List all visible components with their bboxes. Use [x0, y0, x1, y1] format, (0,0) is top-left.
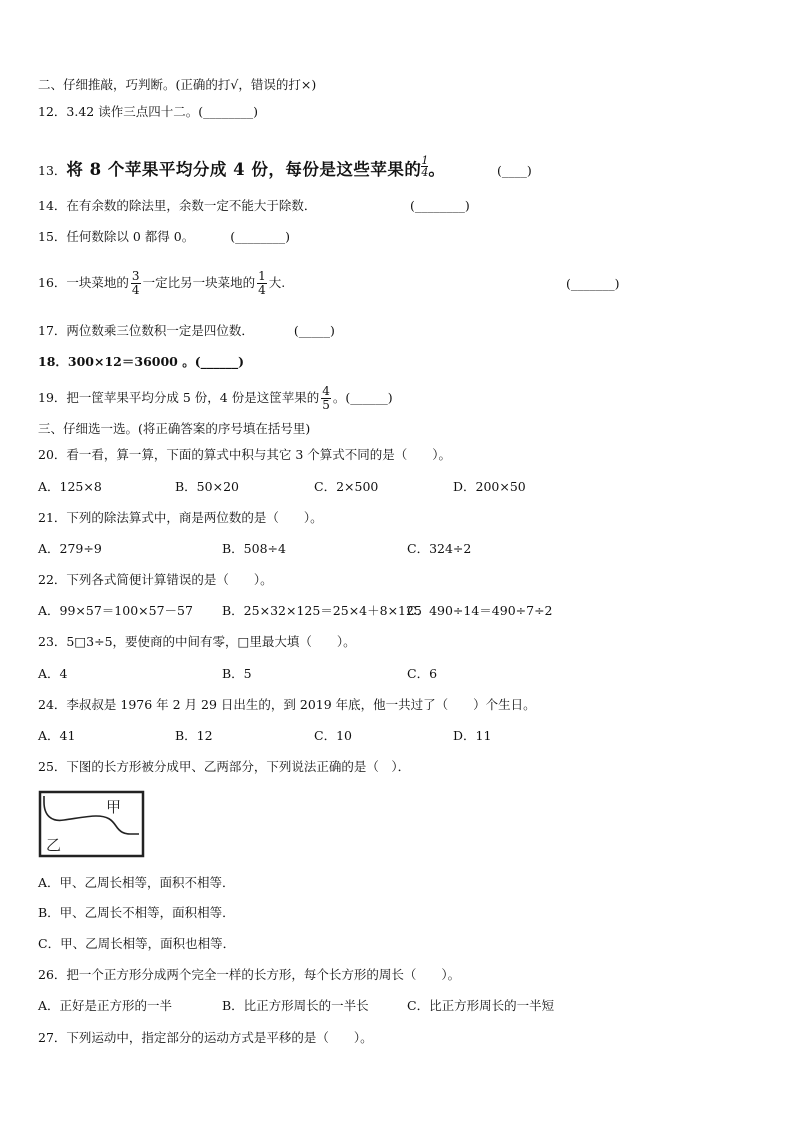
q26-option-c-text: C．比正方形周长的一半短: [407, 998, 555, 1013]
q25-option-c-text: C．甲、乙周长相等，面积也相等．: [38, 936, 236, 951]
q16-text-1: 一块菜地的: [66, 275, 129, 290]
q19-number: 19．: [38, 390, 67, 405]
q25-text: 下图的长方形被分成甲、乙两部分，下列说法正确的是（ ）．: [66, 759, 411, 774]
q22-option-b[interactable]: [222, 603, 422, 619]
question-22: [38, 572, 273, 588]
q24-option-a[interactable]: [38, 728, 75, 744]
q12-text: 3.42 读作三点四十二。: [66, 104, 199, 119]
q24-text: 李叔叔是 1976 年 2 月 29 日出生的，到 2019 年底，他一共过了（ ）个生日。: [66, 697, 536, 712]
question-25: [38, 759, 410, 775]
q24-option-d[interactable]: [453, 728, 491, 744]
q20-option-d[interactable]: [453, 479, 526, 495]
q20-option-b[interactable]: [175, 479, 239, 495]
q26-option-a-text: A．正好是正方形的一半: [38, 998, 173, 1013]
q26-option-a[interactable]: [38, 998, 172, 1014]
q23-text: 5□3÷5，要使商的中间有零，□里最大填（ ）。: [66, 634, 356, 649]
q12-answer-blank[interactable]: (________): [198, 104, 258, 119]
q16-fraction-1-numerator: 3: [131, 269, 140, 283]
q13-end: 。: [428, 160, 446, 179]
q23-number: 23．: [38, 634, 67, 649]
q23-option-a-text: A．4: [38, 666, 68, 681]
q21-option-b-text: B．508÷4: [222, 541, 286, 556]
q17-number: 17．: [38, 323, 67, 338]
q23-option-b-text: B．5: [222, 666, 252, 681]
section-two-text: 二、仔细推敲，巧判断。(正确的打√，错误的打×): [38, 77, 317, 92]
q24-option-d-text: D．11: [453, 728, 492, 743]
question-27: [38, 1030, 373, 1046]
q22-number: 22．: [38, 572, 67, 587]
question-12: [38, 104, 258, 120]
q26-option-b[interactable]: [222, 998, 369, 1014]
question-16: [38, 266, 285, 300]
q22-option-c-text: C．490÷14＝490÷7÷2: [407, 603, 553, 618]
q13-text: 将 8 个苹果平均分成 4 份，每份是这些苹果的: [66, 160, 422, 179]
question-17: [38, 323, 335, 339]
q16-fraction-2: [257, 270, 267, 297]
q25-number: 25．: [38, 759, 67, 774]
q20-option-b-text: B．50×20: [175, 479, 239, 494]
q18-answer-blank[interactable]: (______): [194, 354, 245, 369]
section-three-heading: [38, 421, 310, 437]
q13-fraction-denominator: 4: [421, 165, 429, 179]
question-20: [38, 447, 451, 463]
q22-text: 下列各式简便计算错误的是（ ）。: [66, 572, 273, 587]
question-14: [38, 198, 316, 214]
q14-number: 14．: [38, 198, 67, 213]
q23-option-c-text: C．6: [407, 666, 438, 681]
q25-option-a[interactable]: [38, 875, 235, 891]
q25-option-b-text: B．甲、乙周长不相等，面积相等．: [38, 905, 235, 920]
q19-fraction: [321, 385, 331, 412]
q22-option-c[interactable]: [407, 603, 553, 619]
q17-text: 两位数乘三位数积一定是四位数．: [66, 323, 254, 338]
q12-number: 12．: [38, 104, 67, 119]
question-19: [38, 381, 393, 415]
q24-number: 24．: [38, 697, 67, 712]
question-24: [38, 697, 536, 713]
q21-option-c[interactable]: [407, 541, 471, 557]
q21-number: 21．: [38, 510, 67, 525]
q15-answer-blank[interactable]: (________): [230, 229, 290, 244]
q21-option-a-text: A．279÷9: [38, 541, 102, 556]
q14-answer-blank[interactable]: [410, 198, 470, 214]
q25-rectangle-figure: [38, 790, 146, 860]
section-three-text: 三、仔细选一选。(将正确答案的序号填在括号里): [38, 421, 311, 436]
q22-option-b-text: B．25×32×125＝25×4＋8×125: [222, 603, 422, 618]
q13-fraction-numerator: 1: [421, 153, 429, 167]
q25-option-b[interactable]: [38, 905, 235, 921]
q27-text: 下列运动中，指定部分的运动方式是平移的是（ ）。: [66, 1030, 373, 1045]
q25-label-yi: 乙: [46, 836, 62, 854]
q18-text: 300×12＝36000 。: [67, 354, 195, 369]
q16-fraction-1: [131, 270, 141, 297]
q19-answer-blank[interactable]: (______): [345, 390, 393, 405]
q20-option-c[interactable]: [314, 479, 378, 495]
q20-option-d-text: D．200×50: [453, 479, 526, 494]
q21-option-b[interactable]: [222, 541, 286, 557]
question-21: [38, 510, 323, 526]
q16-answer-blank[interactable]: [566, 276, 620, 292]
q24-option-c[interactable]: [314, 728, 352, 744]
q24-option-b-text: B．12: [175, 728, 213, 743]
q19-end: 。: [332, 390, 346, 405]
q18-number: 18．: [38, 354, 68, 369]
q26-text: 把一个正方形分成两个完全一样的长方形，每个长方形的周长（ ）。: [66, 967, 461, 982]
q16-text-3: 大.: [268, 275, 286, 290]
q27-number: 27．: [38, 1030, 67, 1045]
q23-option-b[interactable]: [222, 666, 252, 682]
q13-fraction: [421, 155, 428, 178]
q16-fraction-1-denominator: 4: [131, 283, 140, 297]
q17-answer-blank[interactable]: (_____): [293, 323, 335, 338]
q21-option-a[interactable]: [38, 541, 102, 557]
q13-blank-text: (____): [497, 163, 532, 178]
question-18: [38, 354, 244, 370]
q19-fraction-numerator: 4: [322, 384, 330, 398]
q26-number: 26．: [38, 967, 67, 982]
q22-option-a[interactable]: [38, 603, 193, 619]
question-15: [38, 229, 290, 245]
q24-option-a-text: A．41: [38, 728, 76, 743]
q24-option-c-text: C．10: [314, 728, 352, 743]
q23-option-c[interactable]: [407, 666, 437, 682]
q16-number: 16．: [38, 275, 67, 290]
q20-option-a-text: A．125×8: [38, 479, 102, 494]
question-13: [38, 153, 446, 184]
q25-option-a-text: A．甲、乙周长相等，面积不相等．: [38, 875, 235, 890]
q15-text: 任何数除以 0 都得 0。: [66, 229, 195, 244]
q15-number: 15．: [38, 229, 67, 244]
q16-fraction-2-denominator: 4: [258, 283, 266, 297]
q16-text-2: 一定比另一块菜地的: [142, 275, 256, 290]
q25-option-c[interactable]: [38, 936, 235, 952]
q21-text: 下列的除法算式中，商是两位数的是（ ）。: [66, 510, 323, 525]
q14-text: 在有余数的除法里，余数一定不能大于除数．: [66, 198, 317, 213]
q21-option-c-text: C．324÷2: [407, 541, 472, 556]
question-26: [38, 967, 460, 983]
question-23: [38, 634, 356, 650]
q13-answer-blank[interactable]: [497, 163, 532, 179]
q16-blank-text: (_______): [566, 276, 620, 291]
q26-option-c[interactable]: [407, 998, 554, 1014]
q23-option-a[interactable]: [38, 666, 67, 682]
section-two-heading: [38, 77, 316, 93]
q20-option-a[interactable]: [38, 479, 102, 495]
q20-number: 20．: [38, 447, 67, 462]
q19-fraction-denominator: 5: [322, 398, 330, 412]
q16-fraction-2-numerator: 1: [258, 269, 266, 283]
q26-option-b-text: B．比正方形周长的一半长: [222, 998, 369, 1013]
q24-option-b[interactable]: [175, 728, 213, 744]
q19-text: 把一筐苹果平均分成 5 份，4 份是这筐苹果的: [66, 390, 320, 405]
q14-blank-text: (________): [410, 198, 470, 213]
q13-number: 13．: [38, 163, 67, 178]
q20-text: 看一看，算一算，下面的算式中积与其它 3 个算式不同的是（ ）。: [66, 447, 452, 462]
q25-label-jia: 甲: [106, 798, 122, 816]
q20-option-c-text: C．2×500: [314, 479, 379, 494]
q22-option-a-text: A．99×57＝100×57－57: [38, 603, 193, 618]
